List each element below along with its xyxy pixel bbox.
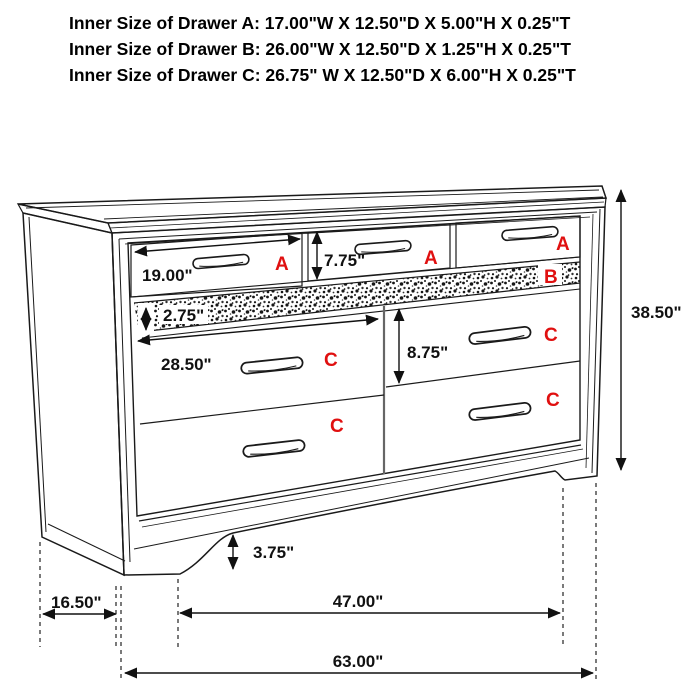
dimension-annotations: [40, 190, 682, 680]
svg-text:28.50": 28.50": [161, 355, 212, 374]
drawer-handles: [193, 226, 559, 457]
label-drawer-a1: A: [275, 254, 289, 275]
drawer-handle: [241, 357, 303, 374]
inner-size-line-a: Inner Size of Drawer A: 17.00"W X 12.50"D X 5.00"H X 0.25"T: [69, 13, 571, 33]
svg-text:63.00": 63.00": [332, 652, 384, 671]
dim-overall-height: [621, 190, 682, 470]
label-drawer-c-left-top: C: [324, 350, 338, 371]
label-drawer-c-right-bottom: C: [546, 390, 560, 411]
label-drawer-c-right-top: C: [544, 325, 558, 346]
svg-text:8.75": 8.75": [407, 343, 449, 362]
svg-text:16.50": 16.50": [51, 593, 102, 612]
drawer-handle: [502, 226, 559, 240]
svg-text:7.75": 7.75": [324, 251, 366, 270]
svg-text:3.75": 3.75": [253, 543, 295, 562]
side-panel: [23, 213, 125, 575]
c-left-row-divider: [140, 395, 384, 424]
label-drawer-b: B: [544, 267, 558, 288]
drawer-handle: [469, 326, 531, 344]
drawer-handle: [243, 440, 305, 458]
dim-side-depth: [43, 593, 116, 614]
dresser-line-art: [18, 186, 606, 575]
svg-text:19.00": 19.00": [142, 266, 193, 285]
dresser-top: [18, 186, 606, 233]
inner-size-line-b: Inner Size of Drawer B: 26.00"W X 12.50"D X 1.25"H X 0.25"T: [69, 39, 571, 59]
drawer-handle: [469, 402, 531, 420]
label-drawer-a2: A: [424, 248, 438, 269]
drawer-handle: [193, 254, 250, 269]
dim-overall-width: [125, 652, 593, 673]
c-right-row-divider: [386, 361, 580, 387]
label-drawer-c-left-bottom: C: [330, 416, 344, 437]
dim-band-height: [138, 303, 208, 334]
svg-text:47.00": 47.00": [332, 592, 384, 611]
dim-top-row-height: [317, 232, 365, 279]
inner-size-line-c: Inner Size of Drawer C: 26.75" W X 12.50"D X 6.00"H X 0.25"T: [69, 65, 576, 85]
svg-text:38.50": 38.50": [631, 303, 682, 322]
label-drawer-a3: A: [556, 234, 570, 255]
svg-text:2.75": 2.75": [163, 306, 205, 325]
dim-c-row-height: [399, 309, 448, 383]
dim-foot-height: [233, 535, 294, 569]
dim-between-feet-width: [180, 592, 560, 613]
